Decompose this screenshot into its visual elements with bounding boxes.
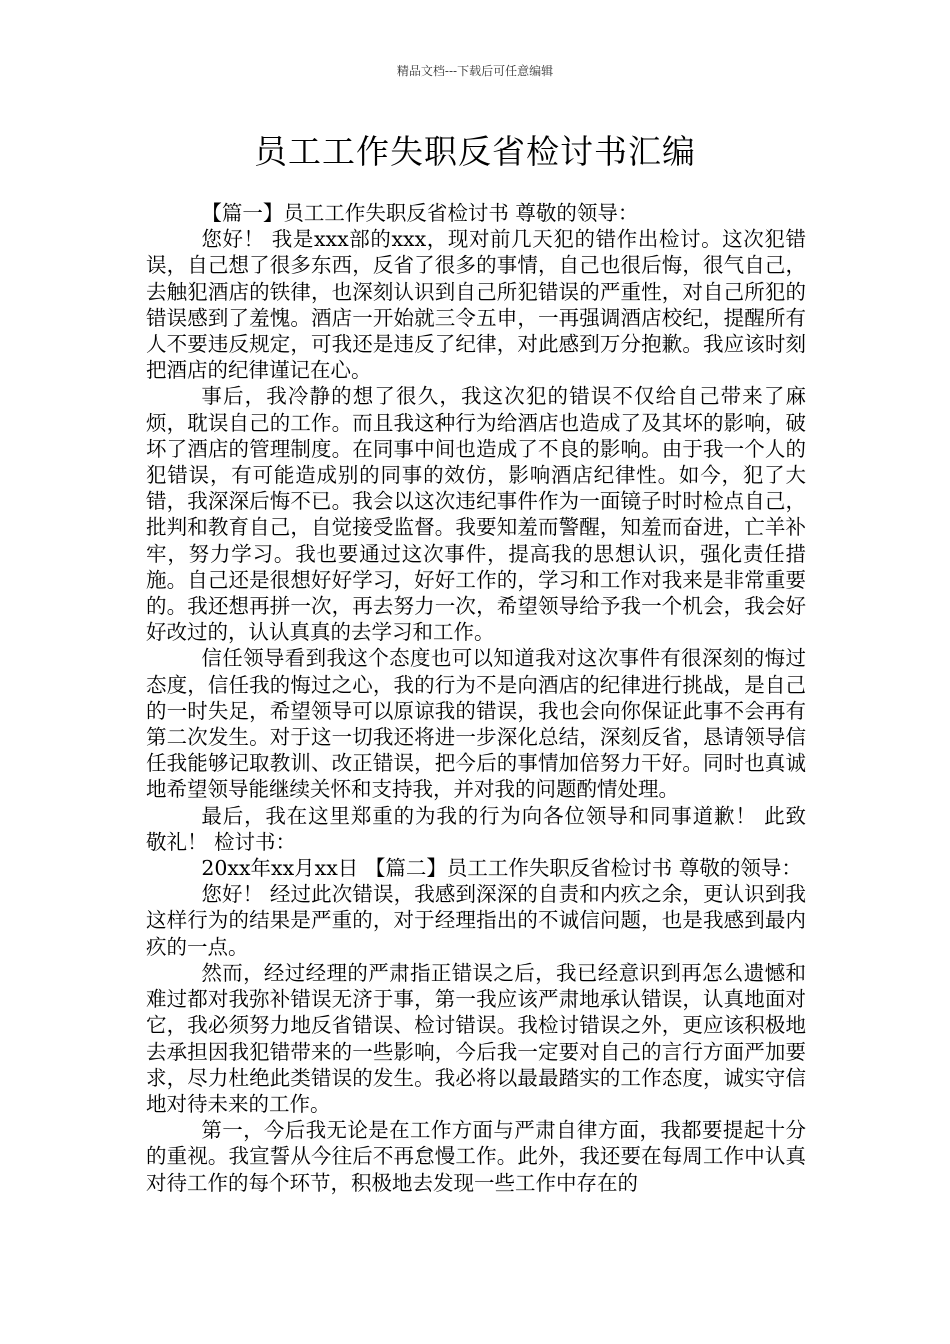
paragraph: 然而，经过经理的严肃指正错误之后，我已经意识到再怎么遗憾和难过都对我弥补错误无济于事，第一我应该严肃地承认错误，认真地面对它，我必须努力地反省错误、检讨错误。我检讨错误之外，更应该积极地去承担因我犯错带来的一些影响，今后我一定要对自己的言行方面严加要求，尽力杜绝此类错误的发生。我必将以最最踏实的工作态度，诚实守信地对待未来的工作。	[146, 960, 806, 1116]
document-body	[146, 200, 806, 1196]
paragraph: 您好！ 我是xxx部的xxx，现对前几天犯的错作出检讨。这次犯错误，自己想了很多东西，反省了很多的事情，自己也很后悔，很气自己，去触犯酒店的铁律，也深刻认识到自己所犯错误的严重性，对自己所犯的错误感到了羞愧。酒店一开始就三令五申，一再强调酒店校纪，提醒所有人不要违反规定，可我还是违反了纪律，对此感到万分抱歉。我应该时刻把酒店的纪律谨记在心。	[146, 227, 806, 383]
paragraph: 您好！ 经过此次错误，我感到深深的自责和内疚之余，更认识到我这样行为的结果是严重的，对于经理指出的不诚信问题，也是我感到最内疚的一点。	[146, 882, 806, 959]
paragraph: 第一，今后我无论是在工作方面与严肃自律方面，我都要提起十分的重视。我宣誓从今往后不再怠慢工作。此外，我还要在每周工作中认真对待工作的每个环节，积极地去发现一些工作中存在的	[146, 1118, 806, 1195]
paragraph: 20xx年xx月xx日 【篇二】员工工作失职反省检讨书 尊敬的领导：	[201, 856, 802, 881]
document-title: 员工工作失职反省检讨书汇编	[254, 132, 696, 171]
paragraph: 最后，我在这里郑重的为我的行为向各位领导和同事道歉！ 此致 敬礼！ 检讨书：	[146, 803, 806, 854]
paragraph: 【篇一】员工工作失职反省检讨书 尊敬的领导：	[201, 201, 639, 225]
paragraph: 事后，我冷静的想了很久，我这次犯的错误不仅给自己带来了麻烦，耽误自己的工作。而且我这种行为给酒店也造成了及其坏的影响，破坏了酒店的管理制度。在同事中间也造成了不良的影响。由于我一个人的犯错误，有可能造成别的同事的效仿，影响酒店纪律性。如今，犯了大错，我深深后悔不已。我会以这次违纪事件作为一面镜子时时检点自己，批判和教育自己，自觉接受监督。我要知羞而警醒，知羞而奋进，亡羊补牢，努力学习。我也要通过这次事件，提高我的思想认识，强化责任措施。自己还是很想好好学习，好好工作的，学习和工作对我来是非常重要的。我还想再拼一次，再去努力一次，希望领导给予我一个机会，我会好好改过的，认认真真的去学习和工作。	[146, 384, 806, 645]
header-note: 精品文档---下载后可任意编辑	[396, 64, 554, 78]
paragraph: 信任领导看到我这个态度也可以知道我对这次事件有很深刻的悔过态度，信任我的悔过之心，我的行为不是向酒店的纪律进行挑战，是自己的一时失足，希望领导可以原谅我的错误，我也会向你保证此事不会再有第二次发生。对于这一切我还将进一步深化总结，深刻反省，恳请领导信任我能够记取教训、改正错误，把今后的事情加倍努力干好。同时也真诚地希望领导能继续关怀和支持我，并对我的问题酌情处理。	[146, 646, 806, 802]
